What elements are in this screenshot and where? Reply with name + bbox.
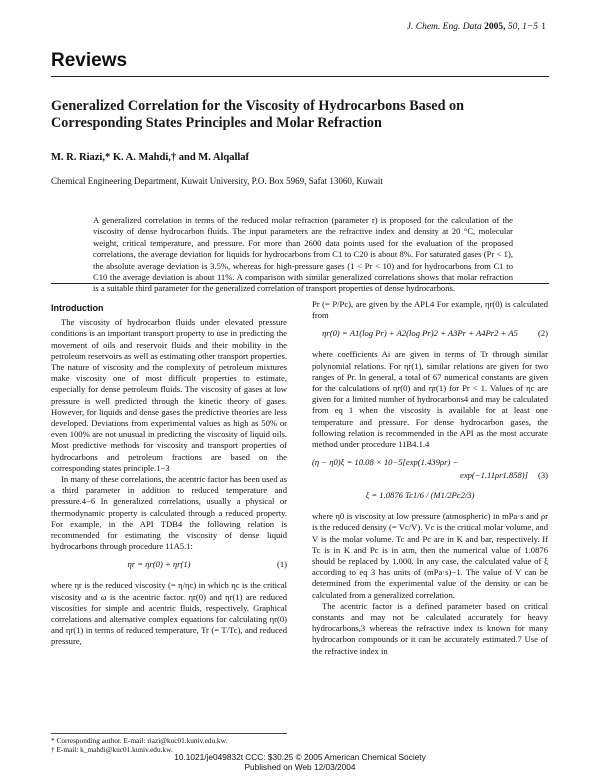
paragraph: In many of these correlations, the acentric factor has been used as a third parameter in addition to reduced temperature and pressure.4−6 In generalized correlations, usually a physical or thermodynamic property is calculated through a reduced property. For example, in the API TDB4 the following relation is recommended for estimating the viscosity of dense liquid hydrocarbons through procedure 11A5.1: bbox=[51, 474, 287, 552]
paragraph: where ηr is the reduced viscosity (= η/ηc) in which ηc is the critical viscosity and ω is the acentric factor. ηr(0) and ηr(1) are reduced viscosities for simple and acentric fluids, respectively. Graphical correlations and alternative complex equations for calculating ηr(0) and ηr(1) in terms of reduced temperature, Tr (= T/Tc), and reduced pressure, bbox=[51, 580, 287, 647]
author-list: M. R. Riazi,* K. A. Mahdi,† and M. Alqallaf bbox=[51, 152, 250, 163]
intro-heading: Introduction bbox=[51, 303, 104, 313]
running-header bbox=[0, 22, 600, 36]
equation-line: (η − η0)ξ = 10.08 × 10−5[exp(1.439ρr) − bbox=[312, 457, 459, 468]
paragraph: The viscosity of hydrocarbon fluids under elevated pressure conditions is an important transport property to use in predicting the movement of oils and reservoir fluids and their mobility in the petroleum reservoirs as well as estimating other transport properties. The nature of viscosity and the complexity of petroleum mixtures make viscosity one of most difficult properties to estimate, especially for dense petroleum fluids. The viscosity of gases at low pressure is well predicted through the kinetic theory of gases. However, for liquids and dense gases the predictive theories are less developed. Deviations from experimental values as high as 50% or even 100% are not unusual in predicting the viscosity of liquid oils. Most predictive methods for viscosity and transport properties of hydrocarbons and petroleum fractions are based on the corresponding states principle.1−3 bbox=[51, 317, 287, 473]
left-column bbox=[51, 303, 287, 648]
footnotes bbox=[51, 733, 287, 754]
equation-line: exp(−1.11ρr1.858)] bbox=[460, 470, 528, 481]
equation-number: (3) bbox=[537, 470, 548, 481]
publication-date: Published on Web 12/03/2004 bbox=[244, 762, 356, 772]
equation-3-xi bbox=[312, 490, 548, 504]
abstract: A generalized correlation in terms of the reduced molar refraction (parameter r) is proposed for the calculation of the viscosity of dense hydrocarbon fluids. The input parameters are the refractive index and density at 20 °C, molecular weight, critical temperature, and pressure. For more than 2600 data points used for the evaluation of the proposed correlations, the average deviation for liquids for hydrocarbons from C1 to C20 is about 8%. For saturated gases (Pr < 1), the absolute average deviation is 3.5%, whereas for high-pressure gases (1 < Pr < 10) and for hydrocarbons from C1 to C10 the average deviation is about 11%. A comparison with similar generalized correlations shows that molar refraction is a suitable third parameter for the generalized correlation of transport properties of dense hydrocarbons. bbox=[93, 215, 513, 294]
paragraph: Pr (= P/Pc), are given by the API.4 For example, ηr(0) is calculated from bbox=[312, 299, 548, 321]
equation-number: (1) bbox=[276, 559, 287, 570]
footnote: † E-mail: k_mahdi@kuc01.kuniv.edu.kw. bbox=[51, 745, 173, 754]
equation-number: (2) bbox=[537, 328, 548, 339]
page-number: 1 bbox=[541, 22, 546, 32]
page-footer bbox=[0, 752, 600, 772]
abstract-rule bbox=[51, 283, 549, 284]
equation-body: ξ = 1.0876 Tc1/6 / (M1/2Pc2/3) bbox=[365, 490, 475, 501]
affiliation: Chemical Engineering Department, Kuwait University, P.O. Box 5969, Safat 13060, Kuwait bbox=[51, 176, 383, 186]
paragraph: where η0 is viscosity at low pressure (atmospheric) in mPa·s and ρr is the reduced density (= Vc/V). Vc is the critical molar volume, and V is the molar volume. Tc and Pc are in K and bar, respectively. If Tc is in K and Pc is in atm, then the numerical value of 1.0876 should be replaced by 1.000. In any case, the calculated value of ξ according to eq 3 has units of (mPa·s)−1. The value of V can be determined from the experimental value of the density or can be calculated from a generalized correlation. bbox=[312, 511, 548, 600]
paragraph: The acentric factor is a defined parameter based on critical constants and may not be calculated accurately for heavy hydrocarbons,3 whereas the refractive index is known for many hydrocarbon compounds or it can be accurately estimated.7 Use of the refractive index in bbox=[312, 600, 548, 656]
article-title: Generalized Correlation for the Viscosity of Hydrocarbons Based on Corresponding States Principles and Molar Refraction bbox=[51, 98, 464, 131]
right-column bbox=[312, 299, 548, 657]
equation-1 bbox=[51, 559, 287, 573]
section-rule bbox=[51, 76, 549, 77]
equation-3 bbox=[312, 457, 548, 483]
section-heading: Reviews bbox=[51, 50, 128, 71]
footnote: * Corresponding author. E-mail: riazi@kuc01.kuniv.edu.kw. bbox=[51, 736, 228, 745]
journal-citation: J. Chem. Eng. Data 2005, 50, 1−5 bbox=[406, 22, 538, 32]
doi-line: 10.1021/je049832t CCC: $30.25 © 2005 American Chemical Society bbox=[174, 752, 426, 762]
equation-2 bbox=[312, 328, 548, 342]
paragraph: where coefficients Ai are given in terms of Tr through similar polynomial relations. For ηr(1), similar relations are given for two ranges of Pr. In general, a total of 67 numerical constants are given for the calculations of ηr(0) and ηr(1) for Pr < 1. Values of ηc are given for a limited number of hydrocarbons4 and may be calculated from eq 1 when the viscosity is available for at least one temperature and pressure. For dense hydrocarbon gases, the following relation is recommended in the API as the most accurate method under procedure 11B4.1.4 bbox=[312, 349, 548, 450]
equation-body: ηr = ηr(0) + ηr(1) bbox=[127, 559, 191, 570]
equation-body: ηr(0) = A1(log Pr) + A2(log Pr)2 + A3Pr + A4Pr2 + A5 bbox=[322, 328, 518, 339]
